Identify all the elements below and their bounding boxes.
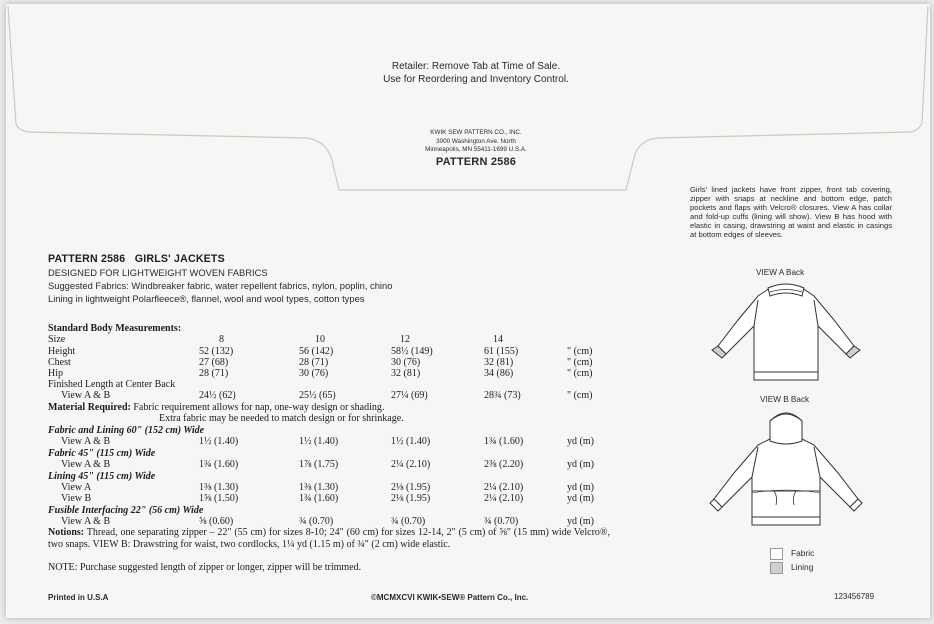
row-value: 1⅞ (1.75) (299, 459, 339, 470)
row-label: Chest (48, 357, 71, 368)
retailer-line-1: Retailer: Remove Tab at Time of Sale. (391, 61, 561, 72)
row-label: View A & B (61, 436, 111, 447)
row-value: 2⅛ (1.95) (391, 482, 431, 493)
designed-for: DESIGNED FOR LIGHTWEIGHT WOVEN FABRICS (48, 267, 268, 278)
section-heading: Lining 45" (115 cm) Wide (48, 471, 156, 482)
lining-swatch (770, 562, 783, 574)
row-value: 32 (81) (391, 368, 421, 379)
row-unit: yd (m) (567, 436, 594, 447)
row-value: 1¾ (1.60) (199, 459, 239, 470)
row-value: 61 (155) (484, 346, 519, 357)
size-label: Size (48, 334, 66, 345)
company-name: KWIK SEW PATTERN CO., INC. (430, 129, 522, 136)
row-value: 30 (76) (391, 357, 421, 368)
copyright: ©MCMXCVI KWIK•SEW® Pattern Co., Inc. (371, 593, 529, 602)
row-value: 1½ (1.40) (391, 436, 431, 447)
row-value: 56 (142) (299, 346, 334, 357)
row-unit: " (cm) (567, 346, 593, 357)
row-value: 28¾ (73) (484, 390, 521, 401)
view-a-back-illustration (706, 280, 866, 384)
size-8: 8 (219, 334, 224, 345)
row-unit: yd (m) (567, 482, 594, 493)
section-heading: Fabric 45" (115 cm) Wide (48, 448, 156, 459)
row-value: ⅝ (0.60) (199, 516, 234, 527)
row-value: 32 (81) (484, 357, 514, 368)
size-14: 14 (493, 334, 503, 345)
row-value: 1⅜ (1.30) (299, 482, 339, 493)
row-value: 52 (132) (199, 346, 234, 357)
company-street: 3000 Washington Ave. North (436, 137, 516, 145)
row-unit: " (cm) (567, 357, 593, 368)
row-value: 2¼ (2.10) (484, 482, 524, 493)
row-unit: " (cm) (567, 390, 593, 401)
size-10: 10 (315, 334, 325, 345)
suggested-fabrics: Suggested Fabrics: Windbreaker fabric, water repellent fabrics, nylon, poplin, chino (48, 280, 393, 291)
row-value: 2⅜ (2.20) (484, 459, 524, 470)
finished-length-heading: Finished Length at Center Back (48, 379, 176, 390)
company-city: Minneapolis, MN 55411-1699 U.S.A. (425, 146, 527, 154)
retailer-line-2: Use for Reordering and Inventory Control. (383, 74, 569, 85)
row-unit: " (cm) (567, 368, 593, 379)
notions-paragraph (48, 527, 610, 550)
garment-description: Girls' lined jackets have front zipper, front tab covering, zipper with snaps at neckline and bottom edge, patch pockets and flaps with Velcro® closures. View A has collar and fold-up cuffs (lining will show). View B has hood with elastic in casing, drawstring at waist and elastic in casings at bottom edges of sleeves. (690, 185, 892, 239)
material-required (48, 402, 384, 413)
fabric-swatch (770, 548, 783, 560)
standard-measurements-heading: Standard Body Measurements: (48, 323, 182, 334)
row-value: 1¾ (1.60) (484, 436, 524, 447)
row-value: 30 (76) (299, 368, 329, 379)
material-text: Fabric requirement allows for nap, one-way design or shading. (130, 402, 385, 413)
row-value: 27 (68) (199, 357, 229, 368)
row-label: View A & B (61, 390, 111, 401)
row-label: View A (61, 482, 92, 493)
row-value: 28 (71) (299, 357, 329, 368)
retailer-note (366, 60, 586, 86)
row-value: 28 (71) (199, 368, 229, 379)
row-unit: yd (m) (567, 493, 594, 504)
row-value: ¾ (0.70) (484, 516, 519, 527)
row-label: Hip (48, 368, 63, 379)
row-value: 27¼ (69) (391, 390, 428, 401)
material-text-2: Extra fabric may be needed to match design or for shrinkage. (159, 413, 404, 424)
row-value: 2⅛ (1.95) (391, 493, 431, 504)
company-pattern-number: PATTERN 2586 (435, 155, 517, 168)
printed-in: Printed in U.S.A (48, 593, 109, 602)
lining-legend-label: Lining (791, 562, 814, 572)
view-a-label: VIEW A Back (756, 268, 805, 277)
zipper-note: NOTE: Purchase suggested length of zipper or longer, zipper will be trimmed. (48, 562, 362, 573)
row-value: 1⅜ (1.30) (199, 482, 239, 493)
pattern-title: PATTERN 2586 GIRLS' JACKETS (48, 253, 225, 265)
row-value: ¾ (0.70) (299, 516, 334, 527)
section-heading: Fusible Interfacing 22" (56 cm) Wide (48, 505, 204, 516)
row-value: 25½ (65) (299, 390, 336, 401)
row-value: 2¼ (2.10) (391, 459, 431, 470)
fabric-legend-label: Fabric (791, 548, 815, 558)
row-unit: yd (m) (567, 516, 594, 527)
view-b-back-illustration (706, 407, 868, 529)
row-label: Height (48, 346, 76, 357)
row-unit: yd (m) (567, 459, 594, 470)
row-value: 2¼ (2.10) (484, 493, 524, 504)
row-value: 1⅝ (1.50) (199, 493, 239, 504)
notions-label: Notions: (48, 527, 85, 538)
row-label: View A & B (61, 459, 111, 470)
row-value: ¾ (0.70) (391, 516, 426, 527)
row-value: 58½ (149) (391, 346, 433, 357)
barcode-number: 123456789 (834, 592, 875, 601)
row-value: 24½ (62) (199, 390, 236, 401)
row-value: 1½ (1.40) (199, 436, 239, 447)
row-label: View A & B (61, 516, 111, 527)
row-value: 34 (86) (484, 368, 514, 379)
row-value: 1¾ (1.60) (299, 493, 339, 504)
size-12: 12 (400, 334, 410, 345)
material-label: Material Required: (48, 402, 131, 413)
company-address (396, 129, 556, 169)
notions-text: Thread, one separating zipper – 22" (55 cm) for sizes 8-10; 24" (60 cm) for sizes 12-14, 2" (5 cm) of ⅝" (15 mm) wide Velcro®, two snaps. VIEW B: Drawstring for waist, two cordlocks, 1¼ yd (1.15 m) of ¾" (2 cm) wide elastic. (48, 527, 610, 550)
row-label: View B (61, 493, 92, 504)
section-heading: Fabric and Lining 60" (152 cm) Wide (48, 425, 205, 436)
row-value: 1½ (1.40) (299, 436, 339, 447)
view-b-label: VIEW B Back (760, 395, 810, 404)
lining-fabrics: Lining in lightweight Polarfleece®, flannel, wool and wool types, cotton types (48, 293, 365, 304)
